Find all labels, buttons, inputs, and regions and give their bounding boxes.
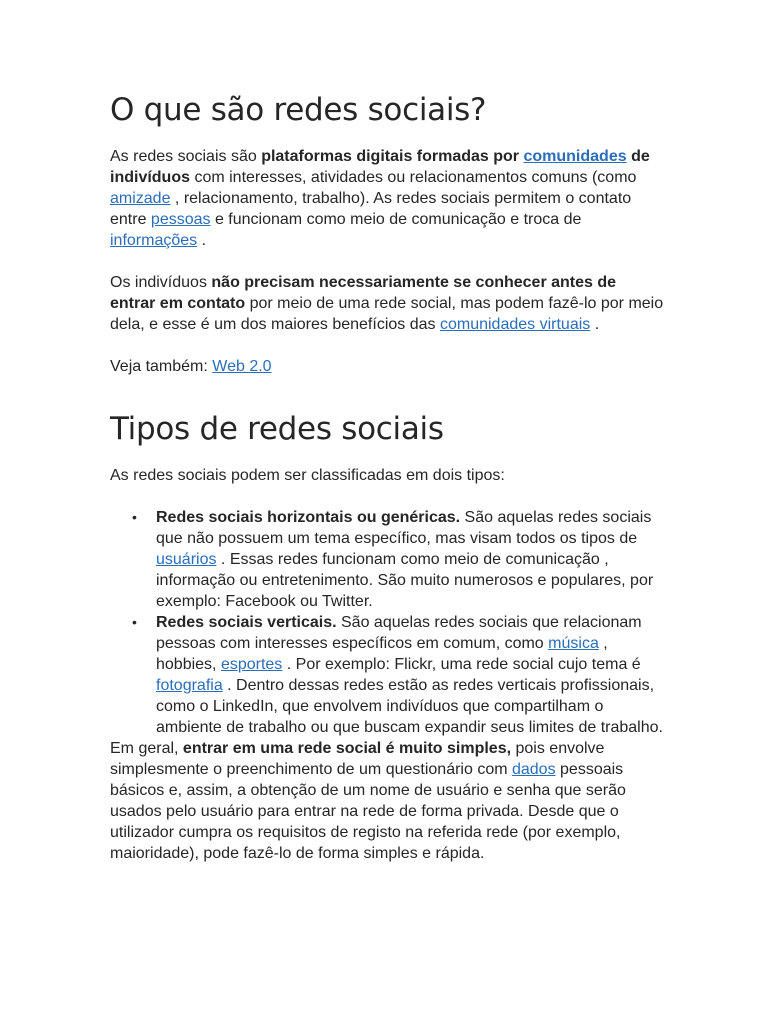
link-amizade[interactable]: amizade — [110, 190, 171, 207]
paragraph-definition — [110, 146, 664, 251]
link-comunidades[interactable]: comunidades — [523, 148, 627, 165]
bold-text: entrar em uma rede social é muito simples, — [182, 740, 512, 757]
bold-text: Redes sociais horizontais ou genéricas. — [156, 509, 461, 526]
bold-text: não precisam necessariamente se conhecer antes de entrar em contato — [110, 274, 617, 312]
text: . Por exemplo: Flickr, uma rede social cujo tema é — [282, 656, 641, 673]
link-dados[interactable]: dados — [511, 761, 556, 778]
link-comunidades-virtuais[interactable]: comunidades virtuais — [439, 316, 591, 333]
bold-text: Redes sociais verticais. — [156, 614, 337, 631]
link-fotografia[interactable]: fotografia — [156, 677, 223, 694]
text: . — [197, 232, 207, 249]
list-item-vertical — [132, 612, 664, 738]
paragraph-see-also — [110, 356, 664, 377]
link-web-2-0[interactable]: Web 2.0 — [212, 358, 272, 375]
text: e funcionam como meio de comunicação e troca de — [210, 211, 582, 228]
text: As redes sociais são — [110, 148, 262, 165]
bullet-icon: • — [132, 614, 137, 630]
text: . Essas redes funcionam como meio de comunicação , informação ou entretenimento. São muito numerosos e populares, por exemplo: Facebook ou Twitter. — [156, 551, 654, 610]
text: São aquelas redes sociais que relacionam pessoas com interesses específicos em comum, como — [156, 614, 642, 652]
types-list — [110, 507, 664, 738]
text: Veja também: — [110, 358, 213, 375]
text: . Dentro dessas redes estão as redes verticais profissionais, como o LinkedIn, que envolvem indivíduos que compartilham o ambiente de trabalho ou que buscam expandir seus limites de trabalho. — [156, 677, 663, 736]
text: São aquelas redes sociais que não possuem um tema específico, mas visam todos os tipos de — [156, 509, 652, 547]
paragraph-individuals — [110, 272, 664, 335]
list-item-horizontal — [132, 507, 664, 612]
text: pessoais básicos e, assim, a obtenção de um nome de usuário e senha que serão usados pelo usuário para entrar na rede de forma privada. Desde que o utilizador cumpra os requisitos de registo na referida rede (por exemplo, maioridade), pode fazê-lo de forma simples e rápida. — [110, 761, 626, 862]
text: Os indivíduos — [110, 274, 212, 291]
bullet-icon: • — [132, 509, 137, 525]
text: , relacionamento, trabalho). As redes sociais permitem o contato entre — [110, 190, 632, 228]
text: Em geral, — [110, 740, 183, 757]
link-informacoes[interactable]: informações — [110, 232, 198, 249]
heading-types-of-social-networks: Tipos de redes sociais — [110, 411, 444, 447]
text: por meio de uma rede social, mas podem fazê-lo por meio dela, e esse é um dos maiores benefícios das — [110, 295, 664, 333]
text: com interesses, atividades ou relacionamentos comuns (como — [190, 169, 637, 186]
text: pois envolve simplesmente o preenchimento de um questionário com — [110, 740, 605, 778]
link-usuarios[interactable]: usuários — [156, 551, 217, 568]
paragraph-types-intro: As redes sociais podem ser classificadas em dois tipos: — [110, 467, 505, 484]
link-esportes[interactable]: esportes — [220, 656, 283, 673]
bold-text: de indivíduos — [110, 148, 650, 186]
paragraph-joining — [110, 738, 664, 864]
bold-text: plataformas digitais formadas por — [261, 148, 520, 165]
text: , hobbies, — [156, 635, 608, 673]
link-musica[interactable]: música — [548, 635, 599, 652]
heading-what-are-social-networks: O que são redes sociais? — [110, 92, 487, 128]
link-pessoas[interactable]: pessoas — [150, 211, 211, 228]
text: . — [590, 316, 600, 333]
